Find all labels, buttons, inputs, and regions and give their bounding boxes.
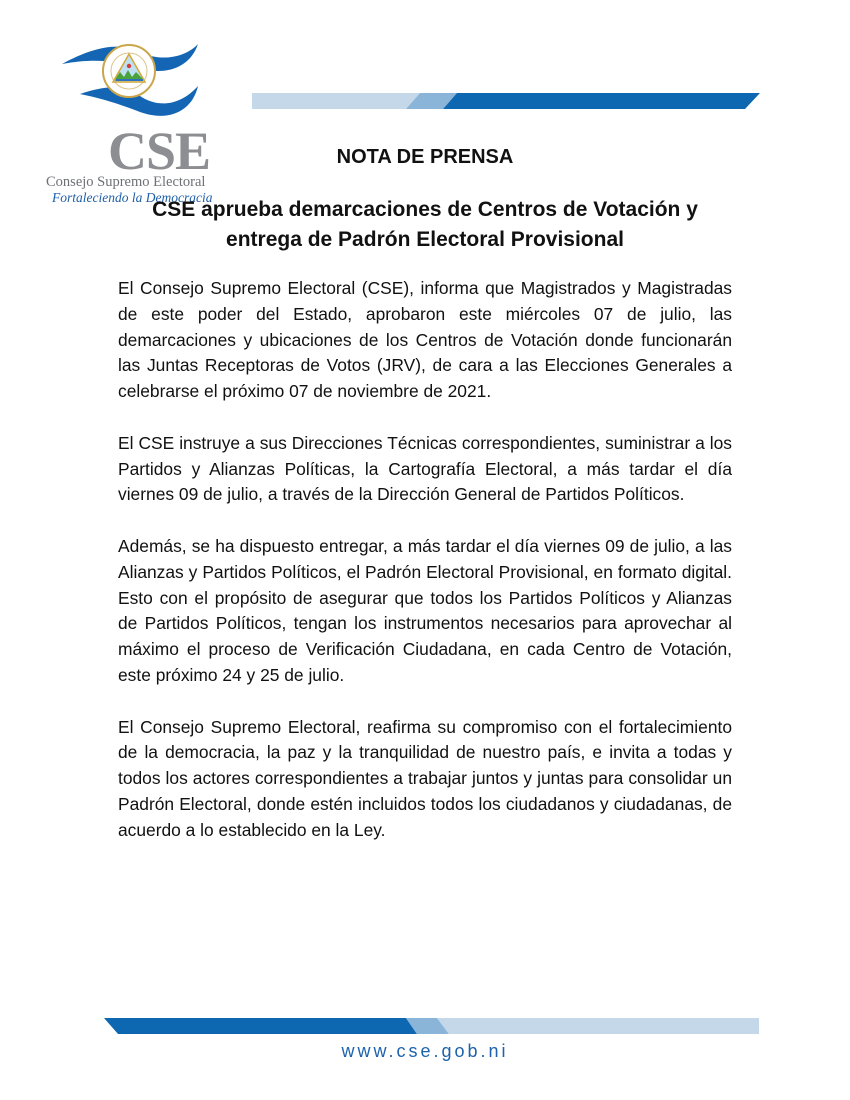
- press-release-title: [100, 195, 750, 255]
- band-light-segment: [437, 1018, 759, 1034]
- logo-acronym: CSE: [108, 121, 211, 181]
- band-dark-segment: [104, 1018, 417, 1034]
- press-release-body: [118, 276, 732, 869]
- title-line: entrega de Padrón Electoral Provisional: [226, 228, 624, 251]
- body-paragraph: El Consejo Supremo Electoral (CSE), informa que Magistrados y Magistradas de este poder del Estado, aprobaron este miércoles 07 de julio, las demarcaciones y ubicaciones de los Centros de Votación donde funcionarán las Juntas Receptoras de Votos (JRV), de cara a las Elecciones Generales a celebrarse el próximo 07 de noviembre de 2021.: [118, 278, 732, 402]
- band-dark-segment: [443, 93, 760, 109]
- band-light-segment: [252, 93, 420, 109]
- logo-slogan: Fortaleciendo la Democracia: [52, 190, 213, 205]
- nicaragua-coat-of-arms-icon: [40, 24, 240, 134]
- header-decorative-band: [252, 93, 760, 109]
- document-type-heading: [0, 146, 850, 169]
- body-paragraph: El CSE instruye a sus Direcciones Técnicas correspondientes, suministrar a los Partidos y Alianzas Políticas, la Cartografía Electoral, a más tardar el día viernes 09 de julio, a través de la Dirección General de Partidos Políticos.: [118, 432, 732, 505]
- website-link[interactable]: www.cse.gob.ni: [341, 1041, 509, 1061]
- body-paragraph: El Consejo Supremo Electoral, reafirma su compromiso con el fortalecimiento de la democracia, la paz y la tranquilidad de nuestro país, e invita a todas y todos los actores correspondientes a trabajar juntos y juntas para consolidar un Padrón Electoral, donde estén incluidos todos los ciudadanos y ciudadanas, de acuerdo a lo establecido en la Ley.: [118, 716, 732, 840]
- title-line: CSE aprueba demarcaciones de Centros de Votación y: [152, 198, 698, 221]
- body-paragraph: Además, se ha dispuesto entregar, a más tardar el día viernes 09 de julio, a las Alianzas y Partidos Políticos, el Padrón Electoral Provisional, en formato digital. Esto con el propósito de asegurar que todos los Partidos Políticos y Alianzas de Partidos Políticos, tengan los instrumentos necesarios para aprovechar al máximo el proceso de Verificación Ciudadana, en cada Centro de Votación, este próximo 24 y 25 de julio.: [118, 535, 732, 685]
- logo-organization-name: Consejo Supremo Electoral: [46, 174, 206, 190]
- footer-decorative-band: [104, 1018, 759, 1034]
- document-type-label: NOTA DE PRENSA: [336, 146, 514, 168]
